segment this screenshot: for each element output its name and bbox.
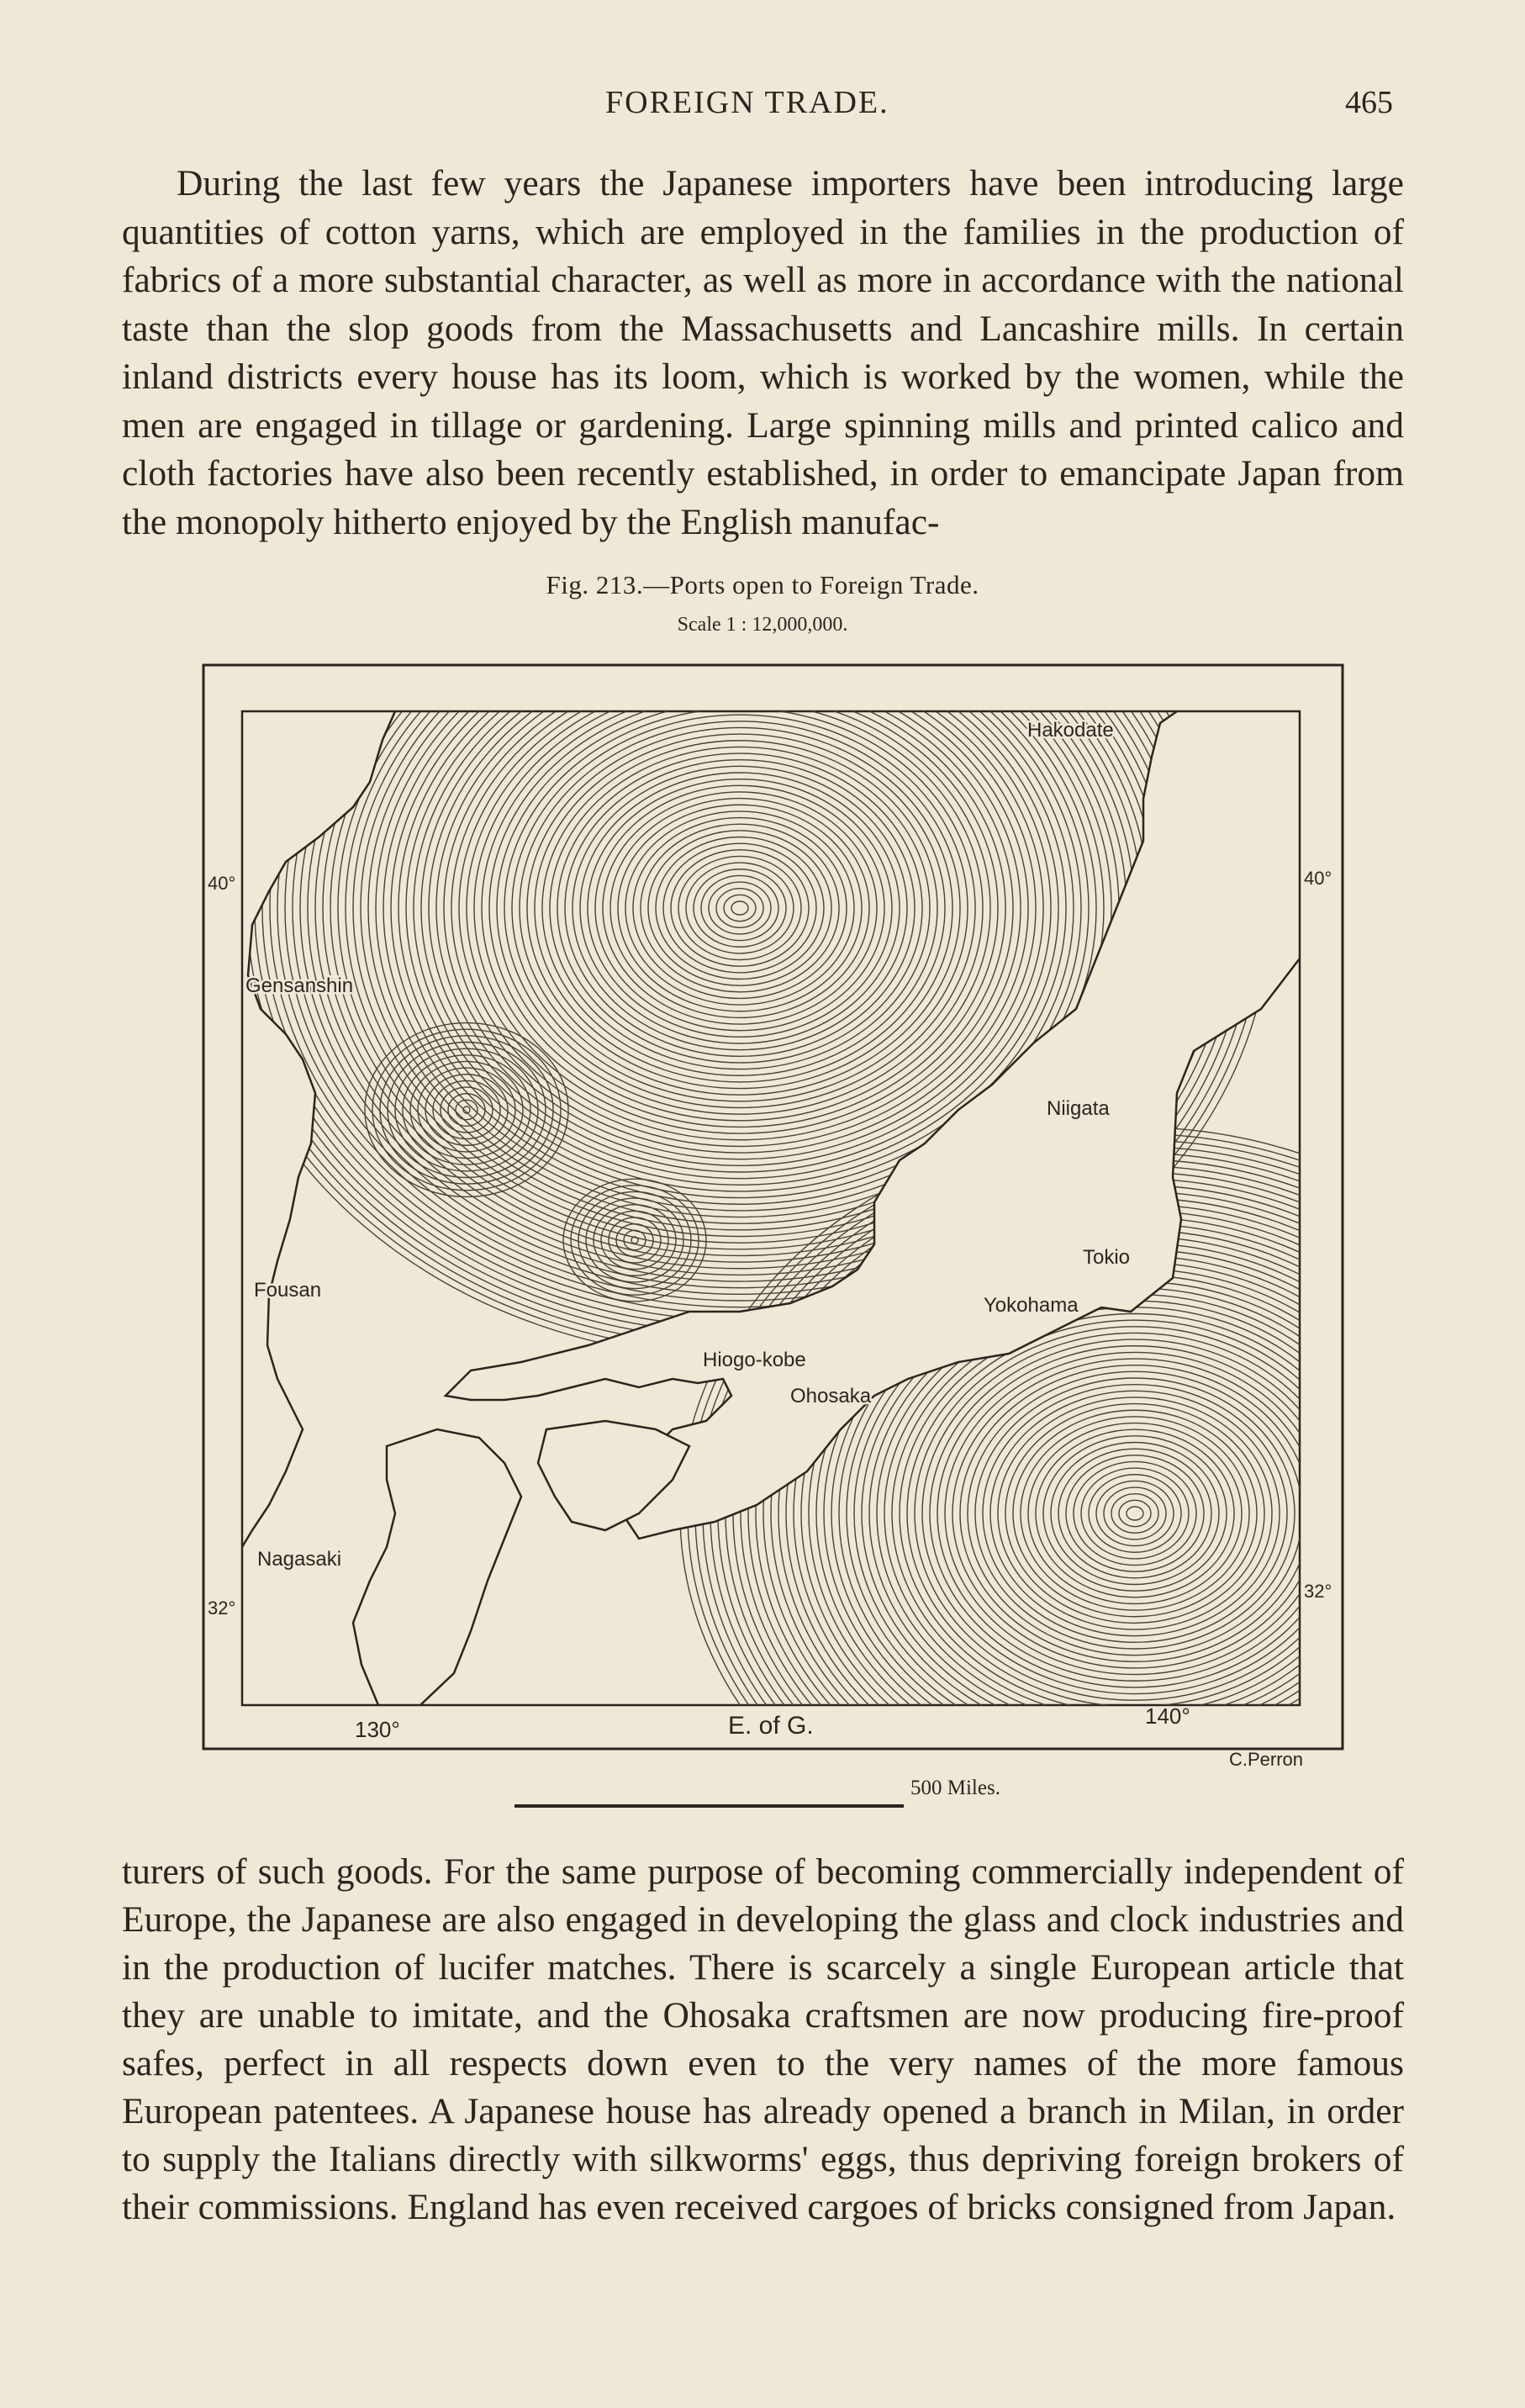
port-label-niigata: Niigata <box>1047 1097 1110 1120</box>
scale-bar-label: 500 Miles. <box>910 1777 1000 1799</box>
lat-label-40-left: 40° <box>208 873 236 894</box>
lat-label-40-right: 40° <box>1304 868 1332 889</box>
figure-scale: Scale 1 : 12,000,000. <box>677 614 848 636</box>
lon-label-140: 140° <box>1145 1703 1190 1729</box>
port-label-gensanshin: Gensanshin <box>245 974 354 997</box>
port-label-tokio: Tokio <box>1083 1246 1131 1269</box>
lat-label-32-left: 32° <box>208 1597 236 1619</box>
port-label-fousan: Fousan <box>254 1279 322 1302</box>
port-label-hakodate: Hakodate <box>1027 719 1114 742</box>
port-label-hiogo-kobe: Hiogo-kobe <box>703 1349 806 1371</box>
port-label-ohosaka: Ohosaka <box>790 1385 872 1407</box>
engraver-signature: C.Perron <box>1229 1749 1304 1770</box>
paragraph-top: During the last few years the Japanese importers have been introducing large quantities of cotton yarns, which are employed in the families in the production of fabrics of a more substantial character, as well as more in accordance with the national taste than the slop goods from the Massachusetts and Lancashire mills. In certain inland districts every house has its loom, which is worked by the women, while the men are engaged in tillage or gardening. Large spinning mills and printed calico and cloth factories have also been recently established, in order to emancipate Japan from the monopoly hitherto enjoyed by the English manufac- <box>122 163 1404 542</box>
running-title: FOREIGN TRADE. <box>605 85 889 120</box>
longitude-reference: E. of G. <box>728 1712 814 1740</box>
port-label-yokohama: Yokohama <box>984 1294 1079 1317</box>
lat-label-32-right: 32° <box>1304 1581 1332 1602</box>
page-number: 465 <box>1345 85 1393 120</box>
paragraph-bottom: turers of such goods. For the same purpose of becoming commercially independent of Europe, the Japanese are also engaged in developing the glass and clock industries and in the production of lucifer matches. There is scarcely a single European article that they are unable to imitate, and the Ohosaka craftsmen are now producing fire-proof safes, perfect in all respects down even to the very names of the more famous European patentees. A Japanese house has already opened a branch in Milan, in order to supply the Italians directly with silkworms' eggs, thus depriving foreign brokers of their commissions. England has even received cargoes of bricks consigned from Japan. <box>122 1851 1404 2227</box>
lon-label-130: 130° <box>355 1717 400 1742</box>
port-label-nagasaki: Nagasaki <box>257 1548 342 1571</box>
figure-caption: Fig. 213.—Ports open to Foreign Trade. <box>546 570 979 599</box>
